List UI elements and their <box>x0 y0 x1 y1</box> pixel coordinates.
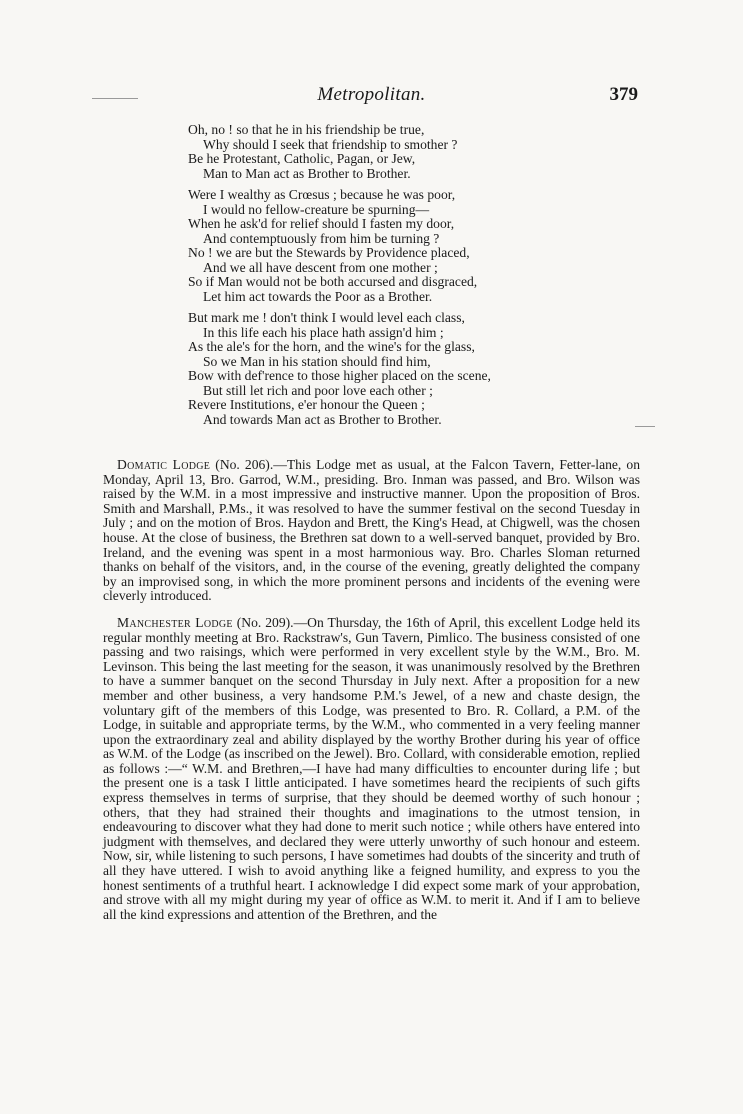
lodge-name-heading: Manchester Lodge <box>117 614 233 630</box>
lodge-report-text: (No. 209).—On Thursday, the 16th of April, this excellent Lodge held its regular monthly meeting at Bro. Rackstraw's, Gun Tavern, Pimlico. The business consisted of one passing and two raisings, which were performed in very excellent style by the W.M., Bro. M. Levinson. This being the last meeting for the season, it was unanimously resolved by the Brethren to have a summer banquet on the second Thursday in July next. After a proposition for a new member and other business, a very handsome P.M.'s Jewel, of a new and chaste design, the voluntary gift of the members of this Lodge, was presented to Bro. R. Collard, a P.M. of the Lodge, in suitable and appropriate terms, by the W.M., who commented in a very feeling manner upon the extraordinary zeal and ability displayed by the worthy Brother during his year of office as W.M. of the Lodge (as inscribed on the Jewel). Bro. Collard, with considerable emotion, replied as follows :—“ W.M. and Brethren,—I have had many difficulties to encounter during life ; but the present one is a task I little anticipated. I have sometimes heard the recipients of such gifts express themselves in terms of surprise, that they should be deemed worthy of such honour ; others, that they had strained their thoughts and imaginations to the utmost tension, in endeavouring to discover what they had done to merit such notice ; while others have entered into judgment with themselves, and declared they were utterly unworthy of such honour and esteem. Now, sir, while listening to such persons, I have sometimes had doubts of the sincerity and truth of all they have uttered. I wish to avoid anything like a feigned humility, and express to you the honest sentiments of a truthful heart. I acknowledge I did expect some mark of your approbation, and strove with all my might during my year of office as W.M. to merit it. And if I am to believe all the kind expressions and attention of the Brethren, and the <box>103 614 640 922</box>
poem-line: And contemptuously from him be turning ? <box>203 230 440 246</box>
poem-line: Oh, no ! so that he in his friendship be true, <box>188 122 425 137</box>
poem-line: No ! we are but the Stewards by Providence placed, <box>188 245 470 260</box>
poem-line: Revere Institutions, e'er honour the Queen ; <box>188 397 425 412</box>
poem-line: Bow with def'rence to those higher placed on the scene, <box>188 368 491 383</box>
poem-line: And we all have descent from one mother ; <box>203 259 438 275</box>
print-mark <box>92 98 138 99</box>
lodge-name-heading: Domatic Lodge <box>117 457 211 472</box>
lodge-report-manchester <box>103 616 640 922</box>
poem-line: Man to Man act as Brother to Brother. <box>203 165 411 181</box>
lodge-report-domatic <box>103 458 640 604</box>
poem-line: But still let rich and poor love each other ; <box>203 382 433 398</box>
poem-line: When he ask'd for relief should I fasten my door, <box>188 216 455 231</box>
article-body <box>103 458 640 922</box>
poem-line: But mark me ! don't think I would level each class, <box>188 310 465 325</box>
poem-line: So we Man in his station should find him, <box>203 353 431 369</box>
poem-stanza <box>188 188 648 304</box>
poem-line: I would no fellow-creature be spurning— <box>203 201 430 217</box>
poem-line: Let him act towards the Poor as a Brother. <box>203 288 433 304</box>
poem-line: Why should I seek that friendship to smother ? <box>203 136 458 152</box>
poem-stanza <box>188 123 648 181</box>
lodge-report-text: (No. 206).—This Lodge met as usual, at the Falcon Tavern, Fetter-lane, on Monday, April 13, Bro. Garrod, W.M., presiding. Bro. Inman was passed, and Bro. Wilson was raised by the W.M. in a most impressive and instructive manner. Upon the proposition of Bros. Smith and Marshall, P.Ms., it was resolved to have the summer festival on the second Tuesday in July ; and on the motion of Bros. Haydon and Brett, the King's Head, at Chigwell, was the chosen house. At the close of business, the Brethren sat down to a well-served banquet, provided by Bro. Ireland, and the evening was spent in a most harmonious way. Bro. Charles Sloman returned thanks on behalf of the visitors, and, in the course of the evening, greatly delighted the company by an improvised song, in which the more prominent persons and incidents of the evening were cleverly introduced. <box>103 457 640 604</box>
page-number: 379 <box>609 84 638 105</box>
poem-line: In this life each his place hath assign'd him ; <box>203 324 444 340</box>
poem-line: And towards Man act as Brother to Brother. <box>203 411 442 427</box>
page-header <box>0 84 743 110</box>
poem <box>188 123 648 434</box>
poem-line: Be he Protestant, Catholic, Pagan, or Jew, <box>188 151 416 166</box>
running-head-title: Metropolitan. <box>317 84 426 105</box>
poem-line: Were I wealthy as Crœsus ; because he was poor, <box>188 187 456 202</box>
poem-stanza <box>188 311 648 427</box>
poem-line: As the ale's for the horn, and the wine's for the glass, <box>188 339 475 354</box>
poem-line: So if Man would not be both accursed and disgraced, <box>188 274 478 289</box>
